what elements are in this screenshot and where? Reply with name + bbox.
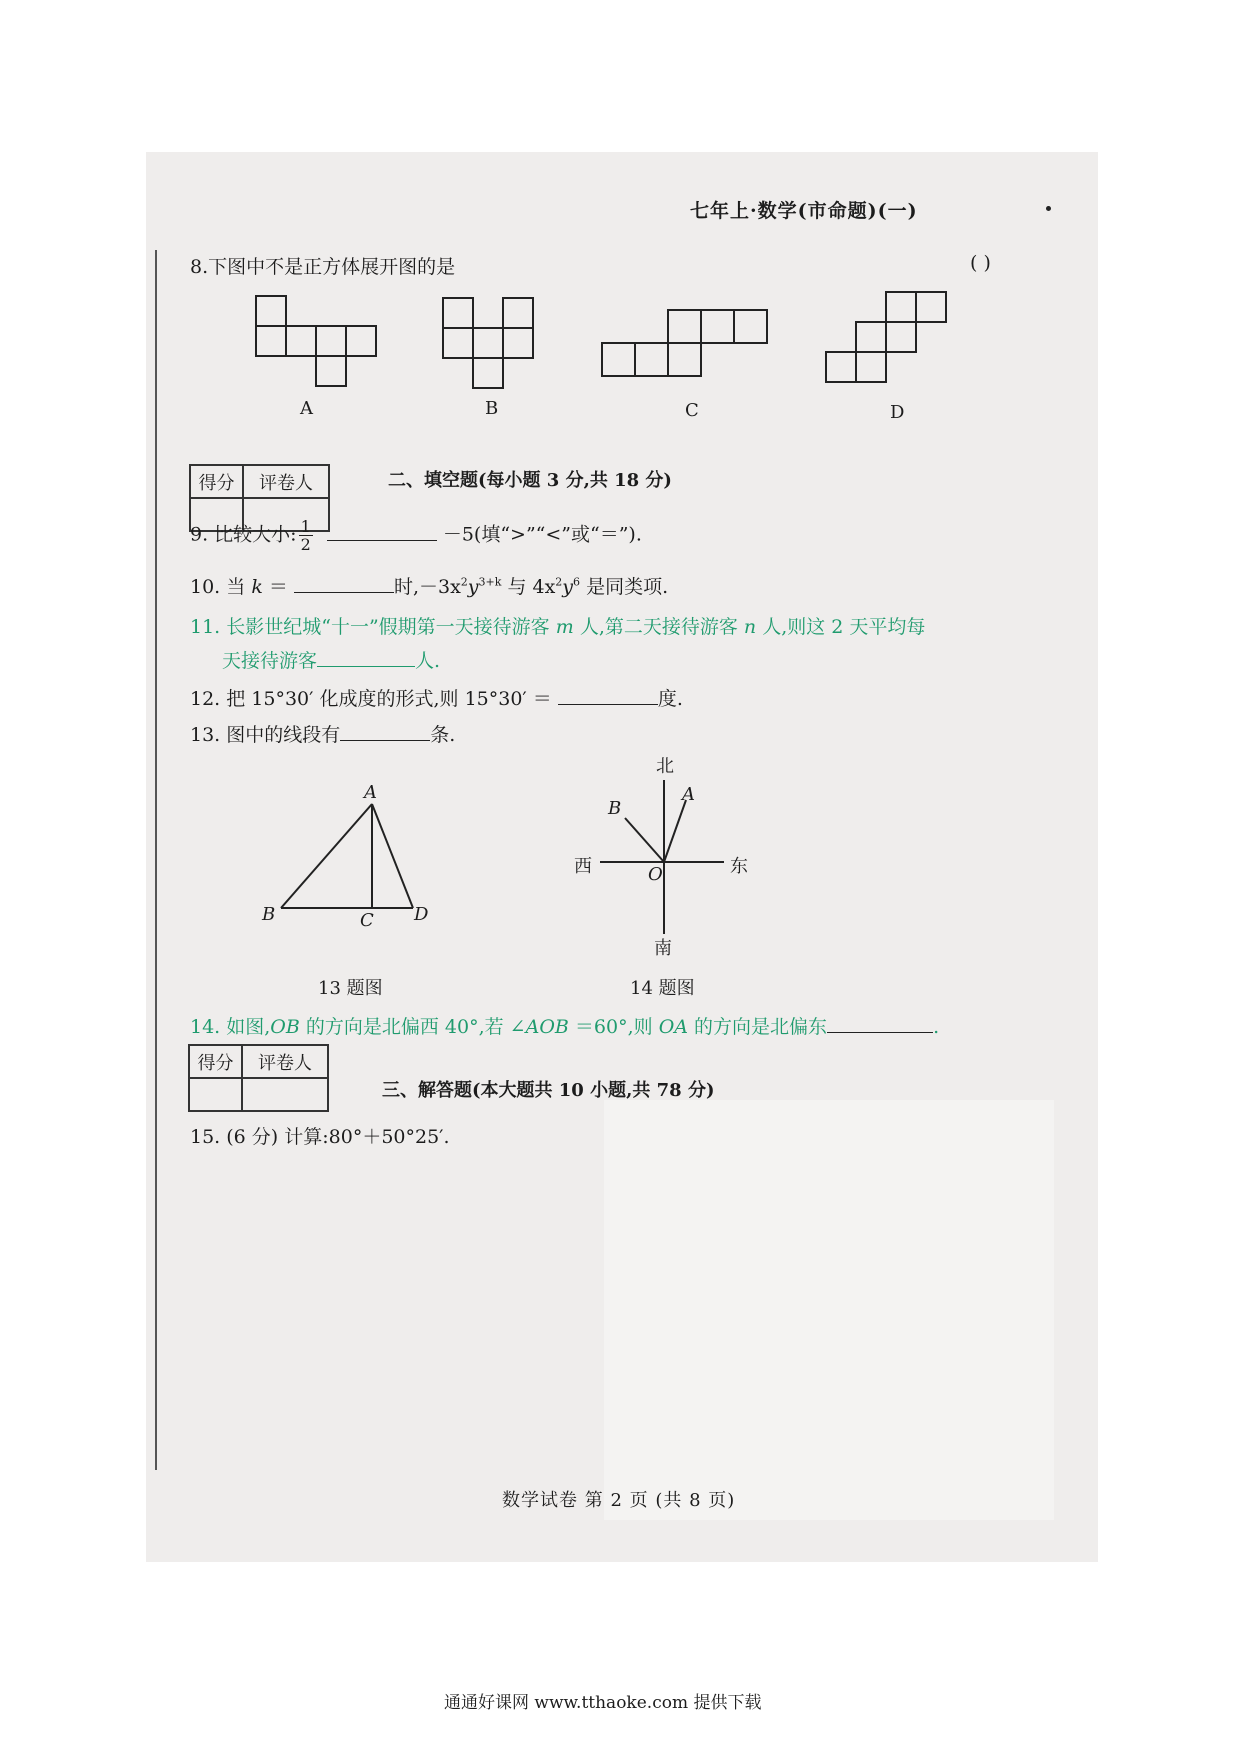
fig14-label-north: 北 bbox=[656, 756, 674, 777]
q11-part4: 天接待游客 bbox=[222, 650, 318, 672]
paper-page-number: 数学试卷 第 2 页 (共 8 页) bbox=[502, 1490, 736, 1511]
q10-suffix: 是同类项. bbox=[586, 576, 669, 598]
site-footer: 通通好课网 www.tthaoke.com 提供下载 bbox=[444, 1693, 762, 1713]
q12-suffix: 度. bbox=[657, 688, 683, 710]
page-header-title: 七年上·数学(市命题)(一) bbox=[690, 200, 918, 222]
ray-oa bbox=[664, 800, 686, 862]
q10-y1: y bbox=[467, 576, 479, 598]
score-box-section-3 bbox=[188, 1044, 329, 1112]
option-c-label: C bbox=[685, 400, 699, 421]
q13-prefix: 13. 图中的线段有 bbox=[190, 724, 341, 746]
q12-prefix: 12. 把 15°30′ 化成度的形式,则 15°30′ ＝ bbox=[190, 688, 552, 710]
grader-label: 评卷人 bbox=[243, 465, 329, 498]
q14-oa: OA bbox=[658, 1016, 688, 1038]
fig14-label-o: O bbox=[648, 864, 663, 885]
q10-prefix: 10. 当 bbox=[190, 576, 246, 598]
q11-part3: 人,则这 2 天平均每 bbox=[762, 616, 926, 638]
fig14-label-a: A bbox=[682, 784, 695, 805]
q9-denominator: 2 bbox=[300, 535, 311, 554]
q10-exp4: 6 bbox=[573, 575, 581, 589]
fig14-label-east: 东 bbox=[730, 856, 748, 877]
question-8-answer-bracket: ( ) bbox=[970, 252, 991, 274]
q10-exp2: 3+k bbox=[478, 575, 502, 589]
fig14-label-south: 南 bbox=[654, 938, 672, 959]
q14-prefix: 14. 如图, bbox=[190, 1016, 271, 1038]
ray-ob bbox=[625, 818, 664, 862]
fig14-label-b: B bbox=[608, 798, 622, 819]
question-14 bbox=[190, 1012, 939, 1039]
q14-mid2: ＝60°,则 bbox=[574, 1016, 653, 1038]
fig13-label-d: D bbox=[414, 904, 429, 925]
q10-term2: 与 4x bbox=[507, 576, 556, 598]
q10-eq: ＝ bbox=[268, 576, 288, 598]
q10-term1: 时,－3x bbox=[393, 576, 461, 598]
q14-aob: AOB bbox=[525, 1016, 569, 1038]
fig13-caption: 13 题图 bbox=[318, 978, 383, 999]
q14-mid1: 的方向是北偏西 40°,若 ∠ bbox=[305, 1016, 526, 1038]
segment-ab bbox=[281, 804, 372, 908]
grader-label: 评卷人 bbox=[242, 1045, 328, 1078]
score-cell bbox=[189, 1078, 242, 1111]
q11-var-m: m bbox=[555, 616, 574, 638]
fig14-label-west: 西 bbox=[574, 856, 592, 877]
q9-suffix: －5(填“>”“<”或“＝”). bbox=[442, 523, 642, 546]
option-a-label: A bbox=[300, 398, 313, 419]
section-2-title: 二、填空题(每小题 3 分,共 18 分) bbox=[388, 470, 672, 491]
q14-ob: OB bbox=[270, 1016, 300, 1038]
score-label: 得分 bbox=[189, 1045, 242, 1078]
option-d-label: D bbox=[890, 402, 905, 423]
q10-var-k: k bbox=[251, 576, 263, 598]
q14-mid3: 的方向是北偏东 bbox=[694, 1016, 828, 1038]
q10-y2: y bbox=[562, 576, 574, 598]
q14-end: . bbox=[933, 1016, 940, 1038]
fig14-caption: 14 题图 bbox=[630, 978, 695, 999]
q9-prefix: 9. 比较大小: bbox=[190, 523, 297, 546]
fig13-label-c: C bbox=[360, 910, 374, 931]
section-3-title: 三、解答题(本大题共 10 小题,共 78 分) bbox=[382, 1080, 715, 1101]
score-label: 得分 bbox=[190, 465, 243, 498]
q9-numerator: 1 bbox=[300, 517, 311, 536]
q11-part5: 人. bbox=[415, 650, 441, 672]
q11-var-n: n bbox=[743, 616, 757, 638]
q10-exp1: 2 bbox=[460, 575, 468, 589]
q11-part1: 11. 长影世纪城“十一”假期第一天接待游客 bbox=[190, 616, 550, 638]
grader-cell bbox=[242, 1078, 328, 1111]
question-8-text: 8.下图中不是正方体展开图的是 bbox=[190, 256, 456, 278]
q11-part2: 人,第二天接待游客 bbox=[579, 616, 738, 638]
option-b-label: B bbox=[485, 398, 499, 419]
segment-ad bbox=[372, 804, 413, 908]
fig13-label-b: B bbox=[262, 904, 276, 925]
q14-answer-blank[interactable] bbox=[827, 1012, 933, 1033]
q10-exp3: 2 bbox=[555, 575, 563, 589]
q13-suffix: 条. bbox=[430, 724, 456, 746]
blurred-region bbox=[604, 1100, 1054, 1520]
question-15: 15. (6 分) 计算:80°＋50°25′. bbox=[190, 1126, 450, 1148]
fig13-label-a: A bbox=[364, 782, 377, 803]
